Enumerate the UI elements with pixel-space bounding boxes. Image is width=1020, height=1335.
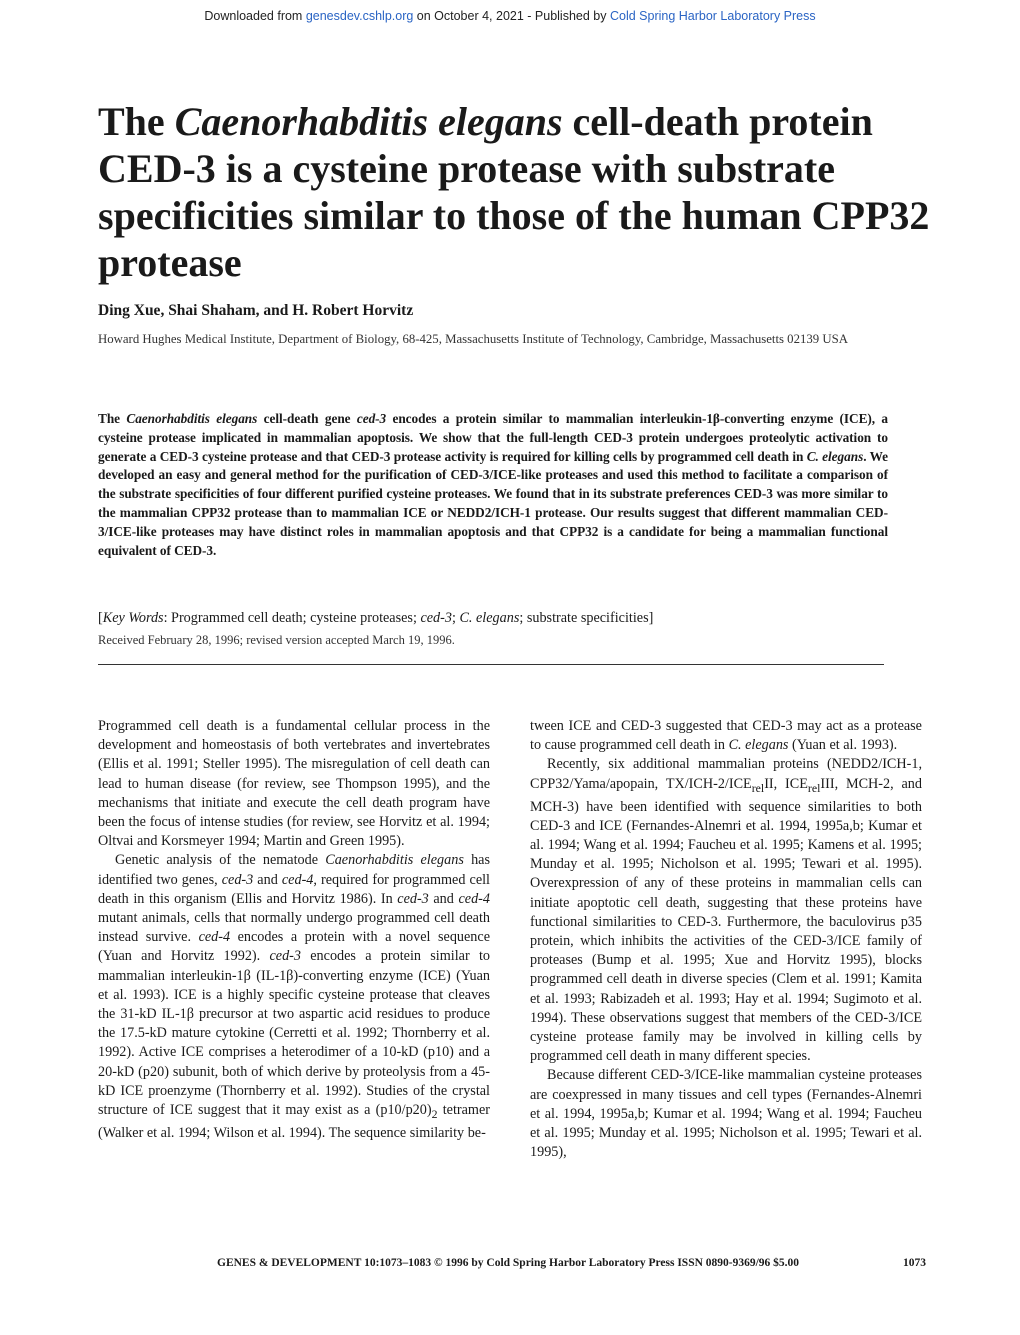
text-run: II, ICE	[764, 775, 808, 792]
title-part-2: cell-death protein CED-3 is a cysteine protease with substrate specificities similar to those of the human CPP32 protease	[98, 99, 930, 285]
text-run: encodes a protein similar to mammalian interleukin-1β (IL-1β)-converting enzyme (ICE) (Yuan et al. 1993). ICE is a highly specific cysteine protease that cleaves the 31-kD IL-1β precursor at two aspartic acid residues to produce the 17.5-kD mature cytokine (Cerretti et al. 1992; Thornberry et al. 1992). Active ICE comprises a heterodimer of a 10-kD (p10) and a 20-kD (p20) subunit, both of which derive by proteolysis from a 45-kD ICE proenzyme (Thornberry et al. 1992). Studies of the crystal structure of ICE suggest that it may exist as a (p10/p20)	[98, 948, 490, 1119]
subscript: rel	[807, 780, 821, 795]
text-run: (Yuan et al. 1993).	[788, 737, 898, 754]
abstract	[98, 410, 888, 560]
paragraph	[98, 851, 490, 1143]
section-divider	[98, 664, 884, 665]
author-list: Ding Xue, Shai Shaham, and H. Robert Horvitz	[98, 302, 414, 319]
keywords-label: Key Words	[102, 610, 164, 626]
keywords-text: ;	[451, 610, 460, 626]
subscript: rel	[751, 780, 765, 795]
text-run: and	[428, 890, 459, 907]
journal-citation: GENES & DEVELOPMENT 10:1073–1083 © 1996 by Cold Spring Harbor Laboratory Press ISSN 0890-9369/96 $5.00	[217, 1257, 800, 1269]
text-run: , required for programmed cell death in this organism (Ellis and Horvitz 1986). In	[98, 871, 490, 907]
abstract-species: C. elegans	[806, 448, 864, 464]
title-part-1: The	[98, 99, 175, 144]
text-run: mutant animals, cells that normally undergo programmed cell death instead survive.	[98, 910, 490, 946]
page-number: 1073	[903, 1257, 926, 1269]
keywords-text: [	[98, 610, 103, 626]
article-title	[98, 98, 938, 286]
title-species: Caenorhabditis elegans	[174, 99, 563, 144]
text-run: and	[253, 871, 282, 888]
paragraph	[530, 755, 922, 1066]
abstract-gene: ced-3	[356, 411, 387, 426]
abstract-species: Caenorhabditis elegans	[126, 411, 258, 426]
body-column-left	[98, 717, 490, 1143]
abstract-text: cell-death gene	[257, 411, 357, 426]
species-name: C. elegans	[728, 737, 789, 754]
species-name: Caenorhabditis elegans	[325, 852, 464, 869]
subscript: 2	[431, 1106, 438, 1121]
banner-middle: on October 4, 2021 - Published by	[413, 9, 610, 23]
text-run: III, MCH-2, and MCH-3) have been identified with sequence similarities to both CED-3 and ICE (Fernandes-Alnemri et al. 1994, 1995a,b; Kumar et al. 1994; Wang et al. 1994; Faucheu et al. 1995; Kamens et al. 1995; Munday et al. 1995; Nicholson et al. 1995; Tewari et al. 1995). Overexpression of any of these proteins in mammalian cells can initiate apoptotic cell death, suggesting that these proteins have functional similarities to CED-3. Furthermore, the baculovirus p35 protein, which inhibits the activities of the CED-3/ICE family of proteases (Bump et al. 1995; Xue and Horvitz 1995), blocks programmed cell death in diverse species (Clem et al. 1991; Kamita et al. 1993; Rabizadeh et al. 1993; Hay et al. 1994; Sugimoto et al. 1994). These observations suggest that members of the CED-3/ICE cysteine protease family may be involved in killing cells by programmed cell death in many different species.	[530, 775, 922, 1065]
received-dates: Received February 28, 1996; revised version accepted March 19, 1996.	[98, 633, 455, 647]
banner-prefix: Downloaded from	[204, 9, 306, 23]
abstract-text: . We developed an easy and general method for the purification of CED-3/ICE-like proteases and used this method to facilitate a comparison of the substrate specificities of four different purified cysteine proteases. We found that in its substrate preferences CED-3 was more similar to the mammalian CPP32 protease than to mammalian ICE or NEDD2/ICH-1 protease. Our results suggest that different mammalian CED-3/ICE-like proteases may have distinct roles in mammalian apoptosis and that CPP32 is a candidate for being a mammalian functional equivalent of CED-3.	[98, 448, 888, 558]
site-link[interactable]: genesdev.cshlp.org	[305, 9, 414, 23]
keywords-text: ; substrate specificities]	[519, 610, 654, 626]
keywords-gene: ced-3	[420, 610, 452, 626]
gene-name: ced-4	[281, 871, 314, 888]
text-run: tetramer (Walker et al. 1994; Wilson et al. 1994). The sequence similarity be-	[98, 1102, 490, 1142]
publisher-link[interactable]: Cold Spring Harbor Laboratory Press	[609, 9, 816, 23]
text-run: encodes a protein with a novel sequence (Yuan and Horvitz 1992).	[98, 929, 490, 965]
keywords-species: C. elegans	[459, 610, 520, 626]
body-column-right	[530, 717, 922, 1163]
text-run: Genetic analysis of the nematode	[115, 852, 326, 869]
text-run: tween ICE and CED-3 suggested that CED-3 may act as a protease to cause programmed cell death in	[530, 718, 922, 754]
download-banner	[0, 9, 1020, 23]
key-words	[98, 610, 898, 627]
paragraph	[530, 717, 922, 755]
gene-name: ced-3	[221, 871, 254, 888]
abstract-text: The	[98, 411, 127, 426]
keywords-text: : Programmed cell death; cysteine proteases;	[163, 610, 421, 626]
gene-name: ced-3	[397, 890, 429, 907]
paragraph: Programmed cell death is a fundamental cellular process in the development and homeostasis of both vertebrates and invertebrates (Ellis et al. 1991; Steller 1995). The misregulation of cell death can lead to human disease (for review, see Thompson 1995), and the mechanisms that initiate and execute the cell death program have been the focus of intense studies (for review, see Horvitz et al. 1994; Oltvai and Korsmeyer 1994; Martin and Green 1995).	[98, 718, 490, 850]
text-run: Recently, six additional mammalian proteins (NEDD2/ICH-1, CPP32/Yama/apopain, TX/ICH-2/ICE	[530, 756, 922, 792]
affiliation: Howard Hughes Medical Institute, Department of Biology, 68-425, Massachusetts Institute of Technology, Cambridge, Massachusetts 02139 USA	[98, 332, 848, 346]
gene-name: ced-4	[458, 890, 490, 907]
paragraph: Because different CED-3/ICE-like mammalian cysteine proteases are coexpressed in many tissues and cell types (Fernandes-Alnemri et al. 1994, 1995a,b; Kumar et al. 1994; Wang et al. 1994; Faucheu et al. 1995; Munday et al. 1995; Nicholson et al. 1995; Tewari et al. 1995),	[530, 1067, 922, 1161]
text-run: has identified two genes,	[98, 852, 490, 888]
gene-name: ced-4	[198, 929, 231, 946]
gene-name: ced-3	[269, 948, 301, 965]
abstract-text: encodes a protein similar to mammalian interleukin-1β-converting enzyme (ICE), a cysteine protease implicated in mammalian apoptosis. We show that the full-length CED-3 protein undergoes proteolytic activation to generate a CED-3 cysteine protease and that CED-3 protease activity is required for killing cells by programmed cell death in	[98, 411, 889, 464]
